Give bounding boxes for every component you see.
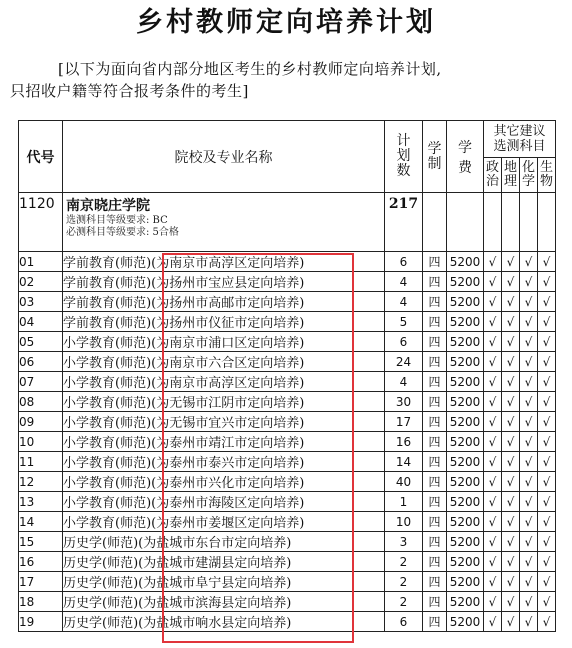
table-row bbox=[19, 612, 556, 632]
empty-cell bbox=[423, 193, 447, 252]
major-count: 6 bbox=[385, 252, 423, 272]
subject-check: √ bbox=[538, 552, 556, 572]
subject-check: √ bbox=[520, 392, 538, 412]
table-row bbox=[19, 392, 556, 412]
subject-check: √ bbox=[520, 512, 538, 532]
header-code: 代号 bbox=[19, 121, 63, 193]
major-code: 02 bbox=[19, 272, 63, 292]
subject-check: √ bbox=[484, 332, 502, 352]
major-code: 01 bbox=[19, 252, 63, 272]
subject-check: √ bbox=[484, 412, 502, 432]
subject-check: √ bbox=[520, 452, 538, 472]
empty-cell bbox=[538, 193, 556, 252]
table-row bbox=[19, 292, 556, 312]
major-name: 小学教育(师范)(为无锡市宜兴市定向培养) bbox=[63, 412, 385, 432]
major-name: 历史学(师范)(为盐城市滨海县定向培养) bbox=[63, 592, 385, 612]
subject-check: √ bbox=[484, 512, 502, 532]
header-subject-biology bbox=[538, 158, 556, 193]
major-code: 14 bbox=[19, 512, 63, 532]
subject-label: 生 物 bbox=[540, 160, 554, 189]
subject-check: √ bbox=[502, 592, 520, 612]
table-row bbox=[19, 332, 556, 352]
subject-check: √ bbox=[520, 332, 538, 352]
subject-check: √ bbox=[484, 452, 502, 472]
subject-check: √ bbox=[520, 612, 538, 632]
subject-check: √ bbox=[520, 252, 538, 272]
subject-check: √ bbox=[484, 472, 502, 492]
header-fee-label: 学 费 bbox=[458, 139, 472, 176]
table-row bbox=[19, 272, 556, 292]
major-fee: 5200 bbox=[447, 432, 484, 452]
subject-check: √ bbox=[520, 272, 538, 292]
major-name: 历史学(师范)(为盐城市东台市定向培养) bbox=[63, 532, 385, 552]
subject-check: √ bbox=[538, 532, 556, 552]
header-subjects-group-label: 其它建议 选测科目 bbox=[493, 124, 546, 154]
major-name: 历史学(师范)(为盐城市阜宁县定向培养) bbox=[63, 572, 385, 592]
major-duration: 四 bbox=[423, 292, 447, 312]
subject-check: √ bbox=[484, 532, 502, 552]
header-subject-geography bbox=[502, 158, 520, 193]
subject-check: √ bbox=[502, 552, 520, 572]
subject-check: √ bbox=[520, 412, 538, 432]
major-duration: 四 bbox=[423, 532, 447, 552]
major-code: 07 bbox=[19, 372, 63, 392]
major-name: 小学教育(师范)(为泰州市泰兴市定向培养) bbox=[63, 452, 385, 472]
empty-cell bbox=[520, 193, 538, 252]
major-fee: 5200 bbox=[447, 332, 484, 352]
plan-note bbox=[10, 58, 565, 102]
major-duration: 四 bbox=[423, 392, 447, 412]
subject-check: √ bbox=[502, 292, 520, 312]
subject-check: √ bbox=[502, 432, 520, 452]
table-row bbox=[19, 492, 556, 512]
subject-check: √ bbox=[484, 572, 502, 592]
major-fee: 5200 bbox=[447, 412, 484, 432]
major-fee: 5200 bbox=[447, 392, 484, 412]
major-name: 小学教育(师范)(为无锡市江阴市定向培养) bbox=[63, 392, 385, 412]
major-count: 10 bbox=[385, 512, 423, 532]
major-count: 4 bbox=[385, 272, 423, 292]
subject-check: √ bbox=[502, 392, 520, 412]
subject-check: √ bbox=[538, 332, 556, 352]
subject-check: √ bbox=[538, 392, 556, 412]
major-fee: 5200 bbox=[447, 572, 484, 592]
major-name: 小学教育(师范)(为南京市六合区定向培养) bbox=[63, 352, 385, 372]
header-fee bbox=[447, 121, 484, 193]
table-row bbox=[19, 252, 556, 272]
table-row bbox=[19, 552, 556, 572]
major-duration: 四 bbox=[423, 612, 447, 632]
subject-check: √ bbox=[502, 492, 520, 512]
header-duration-label: 学 制 bbox=[427, 140, 442, 172]
subject-check: √ bbox=[520, 572, 538, 592]
subject-check: √ bbox=[538, 452, 556, 472]
major-duration: 四 bbox=[423, 452, 447, 472]
major-duration: 四 bbox=[423, 512, 447, 532]
subject-check: √ bbox=[502, 532, 520, 552]
table-row bbox=[19, 512, 556, 532]
major-code: 06 bbox=[19, 352, 63, 372]
subject-check: √ bbox=[502, 412, 520, 432]
major-count: 2 bbox=[385, 552, 423, 572]
major-count: 6 bbox=[385, 612, 423, 632]
subject-check: √ bbox=[520, 352, 538, 372]
subject-label: 化 学 bbox=[521, 160, 535, 189]
subject-check: √ bbox=[502, 612, 520, 632]
header-subjects-group bbox=[484, 121, 556, 158]
subject-check: √ bbox=[520, 372, 538, 392]
header-plan-count bbox=[385, 121, 423, 193]
major-code: 09 bbox=[19, 412, 63, 432]
school-row bbox=[19, 193, 556, 252]
subject-check: √ bbox=[538, 252, 556, 272]
major-count: 1 bbox=[385, 492, 423, 512]
major-count: 24 bbox=[385, 352, 423, 372]
major-fee: 5200 bbox=[447, 372, 484, 392]
major-duration: 四 bbox=[423, 552, 447, 572]
major-duration: 四 bbox=[423, 252, 447, 272]
header-subject-chemistry bbox=[520, 158, 538, 193]
major-count: 4 bbox=[385, 292, 423, 312]
major-duration: 四 bbox=[423, 272, 447, 292]
subject-check: √ bbox=[502, 352, 520, 372]
major-count: 2 bbox=[385, 572, 423, 592]
subject-check: √ bbox=[538, 372, 556, 392]
major-count: 2 bbox=[385, 592, 423, 612]
major-name: 小学教育(师范)(为泰州市兴化市定向培养) bbox=[63, 472, 385, 492]
major-fee: 5200 bbox=[447, 472, 484, 492]
table-row bbox=[19, 572, 556, 592]
subject-check: √ bbox=[538, 572, 556, 592]
subject-check: √ bbox=[520, 592, 538, 612]
subject-check: √ bbox=[502, 252, 520, 272]
major-code: 04 bbox=[19, 312, 63, 332]
required-requirement: 必测科目等级要求: 5合格 bbox=[66, 227, 179, 238]
header-name: 院校及专业名称 bbox=[63, 121, 385, 193]
major-code: 13 bbox=[19, 492, 63, 512]
subject-check: √ bbox=[520, 552, 538, 572]
subject-check: √ bbox=[484, 252, 502, 272]
major-fee: 5200 bbox=[447, 352, 484, 372]
subject-check: √ bbox=[484, 392, 502, 412]
major-duration: 四 bbox=[423, 372, 447, 392]
page-title: 乡村教师定向培养计划 bbox=[136, 7, 436, 38]
header-subject-politics bbox=[484, 158, 502, 193]
major-duration: 四 bbox=[423, 572, 447, 592]
subject-check: √ bbox=[502, 512, 520, 532]
subject-check: √ bbox=[520, 292, 538, 312]
table-row bbox=[19, 352, 556, 372]
major-count: 4 bbox=[385, 372, 423, 392]
major-code: 08 bbox=[19, 392, 63, 412]
major-duration: 四 bbox=[423, 332, 447, 352]
major-duration: 四 bbox=[423, 312, 447, 332]
table-row bbox=[19, 592, 556, 612]
major-fee: 5200 bbox=[447, 312, 484, 332]
subject-check: √ bbox=[538, 612, 556, 632]
subject-check: √ bbox=[502, 372, 520, 392]
subject-check: √ bbox=[484, 552, 502, 572]
subject-check: √ bbox=[502, 312, 520, 332]
major-name: 小学教育(师范)(为泰州市姜堰区定向培养) bbox=[63, 512, 385, 532]
subject-check: √ bbox=[538, 492, 556, 512]
table-row bbox=[19, 372, 556, 392]
major-fee: 5200 bbox=[447, 272, 484, 292]
subject-check: √ bbox=[520, 312, 538, 332]
subject-check: √ bbox=[484, 272, 502, 292]
major-count: 16 bbox=[385, 432, 423, 452]
major-count: 17 bbox=[385, 412, 423, 432]
elective-requirement: 选测科目等级要求: BC bbox=[66, 215, 168, 226]
major-name: 历史学(师范)(为盐城市建湖县定向培养) bbox=[63, 552, 385, 572]
empty-cell bbox=[502, 193, 520, 252]
major-duration: 四 bbox=[423, 592, 447, 612]
subject-check: √ bbox=[538, 292, 556, 312]
subject-check: √ bbox=[538, 512, 556, 532]
header-duration bbox=[423, 121, 447, 193]
note-line-2: 只招收户籍等符合报考条件的考生] bbox=[10, 82, 249, 100]
subject-check: √ bbox=[538, 592, 556, 612]
subject-check: √ bbox=[502, 452, 520, 472]
table-row bbox=[19, 472, 556, 492]
major-name: 小学教育(师范)(为南京市高淳区定向培养) bbox=[63, 372, 385, 392]
major-duration: 四 bbox=[423, 472, 447, 492]
subject-check: √ bbox=[538, 352, 556, 372]
empty-cell bbox=[447, 193, 484, 252]
subject-check: √ bbox=[502, 472, 520, 492]
major-count: 14 bbox=[385, 452, 423, 472]
major-code: 03 bbox=[19, 292, 63, 312]
major-fee: 5200 bbox=[447, 592, 484, 612]
major-fee: 5200 bbox=[447, 612, 484, 632]
plan-table bbox=[18, 120, 556, 632]
major-code: 10 bbox=[19, 432, 63, 452]
subject-check: √ bbox=[502, 272, 520, 292]
major-code: 17 bbox=[19, 572, 63, 592]
major-code: 18 bbox=[19, 592, 63, 612]
subject-check: √ bbox=[484, 612, 502, 632]
major-code: 19 bbox=[19, 612, 63, 632]
major-fee: 5200 bbox=[447, 552, 484, 572]
subject-check: √ bbox=[538, 472, 556, 492]
subject-check: √ bbox=[520, 472, 538, 492]
major-duration: 四 bbox=[423, 352, 447, 372]
major-code: 15 bbox=[19, 532, 63, 552]
subject-check: √ bbox=[502, 572, 520, 592]
header-plan-count-label: 计 划 数 bbox=[396, 133, 411, 179]
major-duration: 四 bbox=[423, 432, 447, 452]
subject-check: √ bbox=[484, 492, 502, 512]
school-plan-count: 217 bbox=[385, 193, 423, 252]
major-name: 历史学(师范)(为盐城市响水县定向培养) bbox=[63, 612, 385, 632]
table-row bbox=[19, 312, 556, 332]
table-row bbox=[19, 532, 556, 552]
major-fee: 5200 bbox=[447, 292, 484, 312]
subject-check: √ bbox=[484, 432, 502, 452]
major-name: 学前教育(师范)(为南京市高淳区定向培养) bbox=[63, 252, 385, 272]
subject-check: √ bbox=[484, 292, 502, 312]
subject-check: √ bbox=[520, 432, 538, 452]
major-code: 16 bbox=[19, 552, 63, 572]
subject-check: √ bbox=[484, 312, 502, 332]
major-fee: 5200 bbox=[447, 452, 484, 472]
major-count: 5 bbox=[385, 312, 423, 332]
note-line-1: [以下为面向省内部分地区考生的乡村教师定向培养计划, bbox=[58, 60, 442, 78]
subject-check: √ bbox=[538, 312, 556, 332]
subject-check: √ bbox=[484, 592, 502, 612]
major-count: 30 bbox=[385, 392, 423, 412]
subject-label: 地 理 bbox=[503, 160, 517, 189]
table-row bbox=[19, 412, 556, 432]
subject-check: √ bbox=[520, 492, 538, 512]
school-info bbox=[63, 193, 385, 252]
major-count: 40 bbox=[385, 472, 423, 492]
major-fee: 5200 bbox=[447, 252, 484, 272]
subject-check: √ bbox=[484, 352, 502, 372]
major-count: 3 bbox=[385, 532, 423, 552]
major-code: 11 bbox=[19, 452, 63, 472]
major-name: 学前教育(师范)(为扬州市宝应县定向培养) bbox=[63, 272, 385, 292]
subject-label: 政 治 bbox=[485, 160, 499, 189]
school-name: 南京晓庄学院 bbox=[66, 198, 150, 214]
major-code: 05 bbox=[19, 332, 63, 352]
major-duration: 四 bbox=[423, 492, 447, 512]
major-name: 小学教育(师范)(为南京市浦口区定向培养) bbox=[63, 332, 385, 352]
major-duration: 四 bbox=[423, 412, 447, 432]
subject-check: √ bbox=[538, 432, 556, 452]
major-count: 6 bbox=[385, 332, 423, 352]
table-row bbox=[19, 452, 556, 472]
subject-check: √ bbox=[520, 532, 538, 552]
major-fee: 5200 bbox=[447, 532, 484, 552]
major-name: 学前教育(师范)(为扬州市仪征市定向培养) bbox=[63, 312, 385, 332]
major-name: 小学教育(师范)(为泰州市靖江市定向培养) bbox=[63, 432, 385, 452]
major-code: 12 bbox=[19, 472, 63, 492]
subject-check: √ bbox=[538, 272, 556, 292]
major-fee: 5200 bbox=[447, 512, 484, 532]
major-fee: 5200 bbox=[447, 492, 484, 512]
subject-check: √ bbox=[502, 332, 520, 352]
table-row bbox=[19, 432, 556, 452]
empty-cell bbox=[484, 193, 502, 252]
school-code: 1120 bbox=[19, 193, 63, 252]
major-name: 小学教育(师范)(为泰州市海陵区定向培养) bbox=[63, 492, 385, 512]
subject-check: √ bbox=[484, 372, 502, 392]
major-name: 学前教育(师范)(为扬州市高邮市定向培养) bbox=[63, 292, 385, 312]
subject-check: √ bbox=[538, 412, 556, 432]
